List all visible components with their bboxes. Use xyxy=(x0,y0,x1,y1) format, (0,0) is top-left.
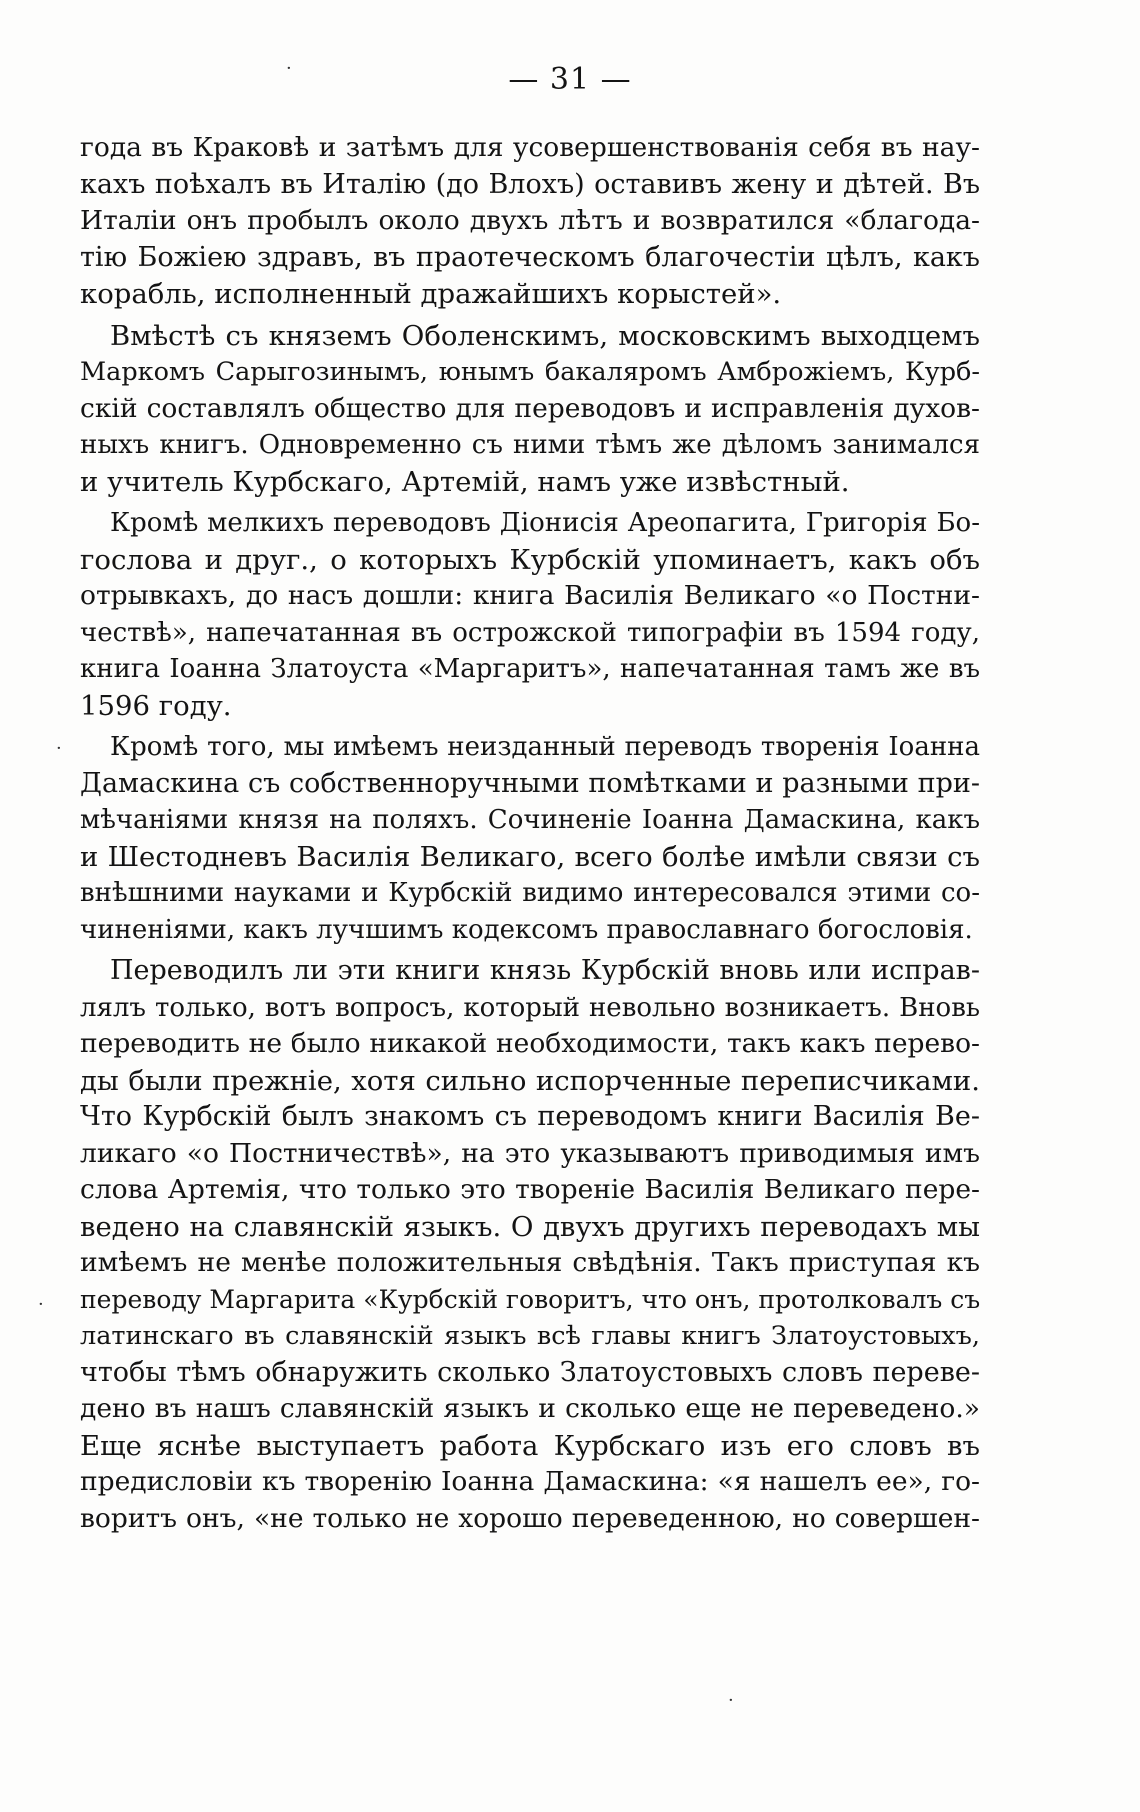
text-line: Италіи онъ пробылъ около двухъ лѣтъ и возвратился «благода- xyxy=(80,205,980,236)
text-line: корабль, исполненный дражайшихъ корыстей». xyxy=(80,278,782,310)
text-line: предисловіи къ творенію Іоанна Дамаскина: «я нашелъ ее», го- xyxy=(80,1466,980,1497)
text-line: отрывкахъ, до насъ дошли: книга Василія Великаго «о Постни- xyxy=(80,580,980,611)
text-line: и Шестодневъ Василія Великаго, всего болѣе имѣли связи съ xyxy=(80,840,980,873)
text-line: книга Іоанна Златоуста «Маргаритъ», напечатанная тамъ же въ xyxy=(80,654,980,684)
text-line: чиненіями, какъ лучшимъ кодексомъ православнаго богословія. xyxy=(80,914,973,945)
scan-speck: · xyxy=(38,1294,44,1315)
text-line: дено въ нашъ славянскій языкъ и сколько еще не переведено.» xyxy=(80,1393,980,1424)
text-line: Вмѣстѣ съ княземъ Оболенскимъ, московскимъ выходцемъ xyxy=(110,319,980,352)
text-line: ликаго «о Постничествѣ», на это указываютъ приводимыя имъ xyxy=(80,1137,980,1169)
scan-speck: · xyxy=(728,1690,734,1711)
body-text xyxy=(80,130,980,1537)
text-line: Кромѣ мелкихъ переводовъ Діонисія Ареопагита, Григорія Бо- xyxy=(110,508,980,538)
text-line: имѣемъ не менѣе положительныя свѣдѣнія. Такъ приступая къ xyxy=(80,1247,980,1278)
text-line: переводу Маргарита «Курбскій говоритъ, что онъ, протолковалъ съ xyxy=(80,1284,981,1314)
text-line: тію Божіею здравъ, въ праотеческомъ благочестіи цѣлъ, какъ xyxy=(80,241,980,273)
text-line: Маркомъ Сарыгозинымъ, юнымъ бакаляромъ Амброжіемъ, Курб- xyxy=(80,357,980,387)
text-line: кахъ поѣхалъ въ Италію (до Влохъ) оставивъ жену и дѣтей. Въ xyxy=(80,168,980,200)
text-line: ныхъ книгъ. Одновременно съ ними тѣмъ же дѣломъ занимался xyxy=(80,430,980,460)
text-line: внѣшними науками и Курбскій видимо интересовался этими со- xyxy=(80,878,980,908)
paragraph-3 xyxy=(80,505,980,724)
text-line: чтобы тѣмъ обнаружить сколько Златоустовыхъ словъ переве- xyxy=(80,1356,980,1388)
text-line: и учитель Курбскаго, Артемій, намъ уже извѣстный. xyxy=(80,465,850,498)
text-line: 1596 году. xyxy=(80,689,232,722)
text-line: Еще яснѣе выступаетъ работа Курбскаго изъ его словъ въ xyxy=(80,1429,980,1462)
paragraph-2 xyxy=(80,318,980,501)
scan-speck: · xyxy=(56,738,62,759)
text-line: латинскаго въ славянскій языкъ всѣ главы книгъ Златоустовыхъ, xyxy=(80,1321,980,1351)
text-line: слова Артемія, что только это твореніе Василія Великаго пере- xyxy=(80,1174,980,1205)
paragraph-1 xyxy=(80,130,980,313)
text-line: ведено на славянскій языкъ. О двухъ другихъ переводахъ мы xyxy=(80,1210,980,1243)
text-line: Что Курбскій былъ знакомъ съ переводомъ книги Василія Ве- xyxy=(80,1101,980,1132)
scan-speck: · xyxy=(286,58,292,79)
text-line: воритъ онъ, «не только не хорошо переведенною, но совершен- xyxy=(80,1502,980,1534)
text-line: Кромѣ того, мы имѣемъ неизданный переводъ творенія Іоанна xyxy=(110,732,980,762)
page-number: — 31 — xyxy=(508,62,632,97)
paragraph-5 xyxy=(80,953,980,1537)
paragraph-4 xyxy=(80,729,980,948)
text-line: Переводилъ ли эти книги князь Курбскій вновь или исправ- xyxy=(110,955,980,986)
text-line: переводить не было никакой необходимости, такъ какъ перево- xyxy=(80,1028,980,1059)
text-line: лялъ только, вотъ вопросъ, который невольно возникаетъ. Вновь xyxy=(80,992,980,1023)
text-line: ды были прежніе, хотя сильно испорченные переписчиками. xyxy=(80,1064,980,1097)
text-line: Дамаскина съ собственноручными помѣтками и разными при- xyxy=(80,767,980,799)
text-line: гослова и друг., о которыхъ Курбскій упоминаетъ, какъ объ xyxy=(80,543,980,576)
text-line: года въ Краковѣ и затѣмъ для усовершенствованія себя въ нау- xyxy=(80,132,980,163)
text-line: скій составлялъ общество для переводовъ и исправленія духов- xyxy=(80,392,980,424)
text-line: мѣчаніями князя на поляхъ. Сочиненіе Іоанна Дамаскина, какъ xyxy=(80,805,980,835)
text-line: чествѣ», напечатанная въ острожской типографіи въ 1594 году, xyxy=(80,617,980,648)
